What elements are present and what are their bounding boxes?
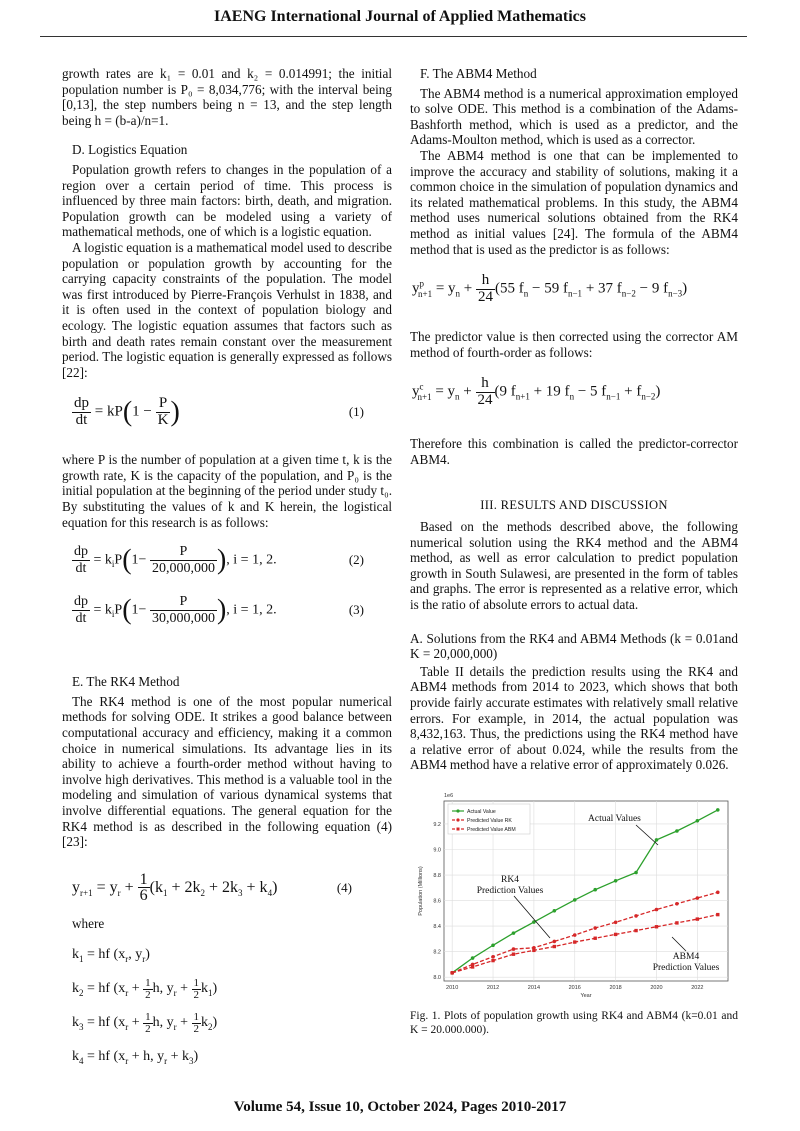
eq3-capacity: 30,000,000 xyxy=(151,610,215,626)
equation-number: (1) xyxy=(348,404,364,420)
data-point xyxy=(655,925,658,928)
section-heading: A. Solutions from the RK4 and ABM4 Methods (k = 0.01and K = 20,000,000) xyxy=(410,630,738,662)
x-tick-label: 2012 xyxy=(486,985,500,991)
legend-label: Predicted Value ABM xyxy=(467,827,516,833)
k1-formula: $k_1$ = hf ($x_r$, $y_r$) xyxy=(72,947,150,965)
paragraph: where P is the number of population at a given time t, k is the growth rate, K is the capacity of the population, and P₀ is the initial population at the beginning of the period under study t₀. By substituting the values of k and K herein, the logistical equation for this research is as follows: xyxy=(62,452,392,530)
header-rule xyxy=(40,36,747,37)
legend-label: Predicted Value RK xyxy=(467,818,512,824)
data-point xyxy=(593,937,596,940)
data-point xyxy=(532,949,535,952)
y-tick-label: 9.2 xyxy=(433,821,441,828)
data-point xyxy=(593,926,597,930)
corrector-equation: $y^c_{n+1} = y_n$ + $\frac{h}{24}$ (9 $f_{n+1} + 19$ $f_n - 5$ $f_{n-1} + f_{n-2}$) xyxy=(412,375,661,408)
equation-number: (2) xyxy=(348,552,364,568)
data-point xyxy=(634,929,637,932)
data-point xyxy=(675,921,678,924)
paragraph: Therefore this combination is called the predictor-corrector ABM4. xyxy=(410,436,738,467)
equation-number: (3) xyxy=(348,602,364,618)
equation-3: $\frac{dp}{dt}$ = $k_iP(1-$ $\frac{P}{30,000,000}$ ), i = 1, 2. (3) xyxy=(74,594,364,626)
paragraph: The ABM4 method is a numerical approximation employed to solve ODE. This method is a combination of the Adams-Bashforth method, which is used as a predictor, and the Adams-Moulton method, which is used as a corrector. xyxy=(410,85,738,148)
data-point xyxy=(491,955,495,959)
section-heading: D. Logistics Equation xyxy=(72,142,188,158)
section-heading: III. RESULTS AND DISCUSSION xyxy=(480,497,668,512)
data-point xyxy=(716,890,720,894)
footer-volume: Volume 54, Issue 10, October 2024, Pages 2010-2017 xyxy=(233,1099,567,1115)
annotation-abm4: ABM4 xyxy=(672,952,700,962)
left-column xyxy=(62,66,392,1071)
data-point xyxy=(553,940,557,944)
figure-caption: Fig. 1. Plots of population growth using RK4 and ABM4 (k=0.01 and K = 20.000.000). xyxy=(410,1010,738,1036)
right-column xyxy=(410,66,738,1037)
y-axis-label: Population (Millions) xyxy=(418,866,424,916)
data-point xyxy=(512,931,516,935)
eq2-capacity: 20,000,000 xyxy=(151,560,215,576)
y-tick-label: 8.4 xyxy=(433,924,441,931)
data-point xyxy=(553,945,556,948)
y-tick-label: 8.2 xyxy=(433,949,441,956)
data-point xyxy=(573,940,576,943)
x-tick-label: 2010 xyxy=(446,985,459,991)
data-point xyxy=(614,920,618,924)
equation-1: $\frac{dp}{dt}$ = kP(1 − $\frac{P}{K}$ ) (1) xyxy=(74,395,364,428)
equation-4: $y_{r+1} = y_r$ + $\frac{1}{6}$ $(k_1 + 2k_2 + 2k_3 + k_4)$ (4) xyxy=(72,870,352,905)
data-point xyxy=(614,879,618,883)
chart-svg xyxy=(410,785,738,1005)
data-point xyxy=(696,917,699,920)
y-tick-label: 8.6 xyxy=(433,898,441,905)
paragraph: A logistic equation is a mathematical model used to describe population or population growth by accounting for the carrying capacity constraints of the population. The model was first introduced by Pierre-François Verhulst in 1838, and it is often used in the context of population biology and ecology. The logistic equation assumes that factors such as birth and death rates remain constant over the measurement period. The logistic equation is generally expressed as follows [22]: xyxy=(62,239,392,380)
data-point xyxy=(573,933,577,937)
data-point xyxy=(716,808,720,812)
population-chart xyxy=(410,785,738,1005)
y-tick-label: 9.0 xyxy=(433,847,441,854)
annotation-actual: Actual Values xyxy=(588,814,641,824)
x-tick-label: 2014 xyxy=(527,985,541,991)
data-point xyxy=(634,914,638,918)
paragraph: The predictor value is then corrected using the corrector AM method of fourth-order as follows: xyxy=(410,329,738,360)
legend-marker xyxy=(456,818,459,821)
section-heading: F. The ABM4 Method xyxy=(420,66,537,81)
data-point xyxy=(573,898,577,902)
paragraph: growth rates are k₁ = 0.01 and k₂ = 0.014991; the initial population number is P₀ = 8,034,776; with the interval being [0,13], the step numbers being n = 13, and the step length being h = (b-a)/n=1. xyxy=(62,66,392,128)
annotation-abm4-sub: Prediction Values xyxy=(652,963,720,973)
annotation-rk4-sub: Prediction Values xyxy=(476,886,544,896)
section-heading: E. The RK4 Method xyxy=(72,674,180,690)
data-point xyxy=(655,838,659,842)
annotation-rk4: RK4 xyxy=(501,875,519,885)
where-label: where xyxy=(72,915,105,931)
data-point xyxy=(471,956,475,960)
data-point xyxy=(491,959,494,962)
predictor-equation: $y^p_{n+1} = y_n$ + $\frac{h}{24}$ (55 $f_n - 59$ $f_{n-1} + 37$ $f_{n-2} - 9$ $f_{n-3}$) xyxy=(412,272,688,305)
data-point xyxy=(675,902,679,906)
paragraph: Based on the methods described above, the following numerical solution using the RK4 method and the ABM4 method, as well as error calculation to predict population growth in South Sulawesi, are presented in the form of tables and graphs. The error is represented as a relative error, which is the ratio of absolute errors to actual data. xyxy=(410,519,738,613)
legend-label: Actual Value xyxy=(467,809,496,815)
k2-formula: $k_2$ = hf ($x_r$ + $\frac{1}{2}$ h, $y_r$ + $\frac{1}{2}$ $k_1$) xyxy=(72,976,218,1001)
x-tick-label: 2016 xyxy=(568,985,581,991)
data-point xyxy=(471,965,474,968)
y-tick-label: 8.0 xyxy=(433,975,441,982)
data-point xyxy=(696,896,700,900)
paragraph: The RK4 method is one of the most popular numerical methods for solving ODE. It strikes a good balance between computational accuracy and efficiency, making it a common choice in numerical simulations. Its advantage lies in its ability to achieve a fourth-order method without having to involve high derivatives. This method is a valuable tool in the modeling and simulation of various dynamical systems that involve differential equations. The general equation for the RK4 method is as described in the following equation (4) [23]: xyxy=(62,693,392,850)
equation-number: (4) xyxy=(336,879,352,895)
data-point xyxy=(491,943,495,947)
data-point xyxy=(512,952,515,955)
data-point xyxy=(696,819,700,823)
journal-header: IAENG International Journal of Applied Mathematics xyxy=(213,8,586,25)
data-point xyxy=(614,933,617,936)
data-point xyxy=(716,913,719,916)
data-point xyxy=(675,829,679,833)
data-point xyxy=(450,971,453,974)
y-tick-label: 8.8 xyxy=(433,873,441,880)
x-tick-label: 2022 xyxy=(691,985,704,991)
paragraph: Population growth refers to changes in the population of a region over a certain period of time. This process is influenced by three main factors: birth, death, and migration. Population growth can be modeled using a variety of mathematical methods, one of which is a logistic equation. xyxy=(62,161,392,240)
k3-formula: $k_3$ = hf ($x_r$ + $\frac{1}{2}$ h, $y_r$ + $\frac{1}{2}$ $k_2$) xyxy=(72,1010,218,1035)
legend-marker xyxy=(456,809,459,812)
x-tick-label: 2020 xyxy=(650,985,663,991)
x-axis-label: Year xyxy=(580,993,592,999)
equation-2: $\frac{dp}{dt}$ = $k_iP(1-$ $\frac{P}{20,000,000}$ ), i = 1, 2. (2) xyxy=(74,544,364,576)
legend-marker xyxy=(457,828,460,831)
y-scale-label: 1e6 xyxy=(444,793,454,799)
data-point xyxy=(593,888,597,892)
data-point xyxy=(655,908,659,912)
data-point xyxy=(553,909,557,913)
data-point xyxy=(634,871,638,875)
paragraph: Table II details the prediction results using the RK4 and ABM4 methods from 2014 to 2023, which shows that both provide fairly accurate estimates with relatively small relative errors. For example, in 2014, the actual population was 8,432,163. Thus, the predictions using the RK4 method have a relative error of about 0.024, while the results from the ABM4 method have a relative error of approximately 0.026. xyxy=(410,663,738,773)
paragraph: The ABM4 method is one that can be implemented to improve the accuracy and stability of solutions, making it a common choice in the simulation of population dynamics and its related mathematical problems. In this study, the ABM4 method uses numerical solutions obtained from the RK4 method as initial values [24]. The formula of the ABM4 method that is used as the predictor is as follows: xyxy=(410,147,738,257)
k4-formula: $k_4$ = hf ($x_r + h$, $y_r + k_3$) xyxy=(72,1049,199,1067)
x-tick-label: 2018 xyxy=(609,985,622,991)
data-point xyxy=(512,947,516,951)
